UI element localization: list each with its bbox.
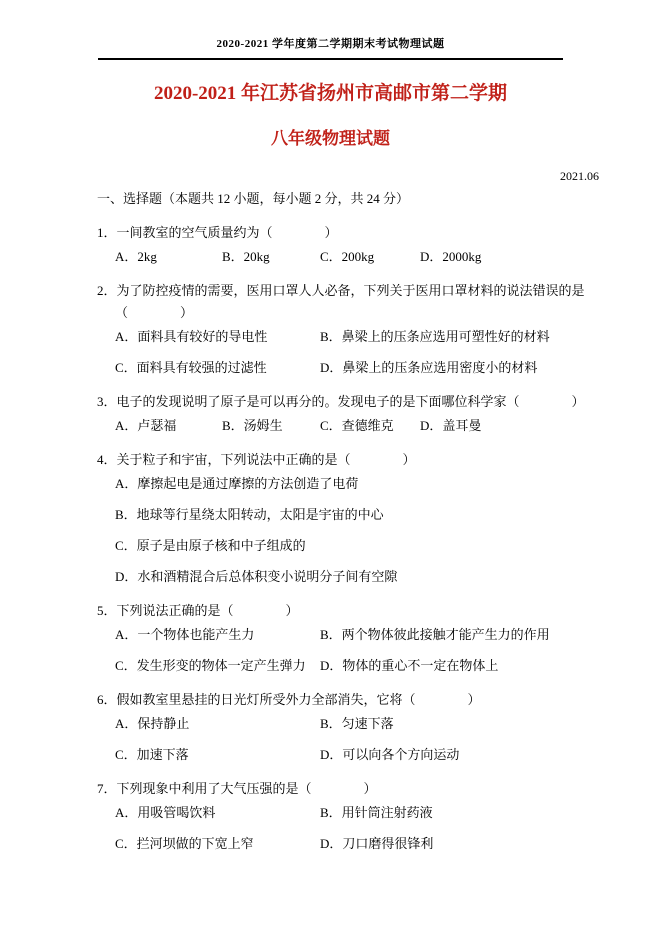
question-7-options-row-1	[97, 802, 573, 824]
question-4-option-a: A．摩擦起电是通过摩擦的方法创造了电荷	[115, 476, 359, 491]
question-5-text: 5．下列说法正确的是（ ）	[97, 603, 299, 618]
question-4-option-b: B．地球等行星绕太阳转动，太阳是宇宙的中心	[115, 507, 384, 522]
question-2-options-row-2	[97, 357, 573, 379]
question-2-option-b: B．鼻梁上的压条应选用可塑性好的材料	[320, 329, 550, 344]
question-7	[97, 778, 573, 855]
header-rule	[98, 58, 563, 60]
question-4-option-row-d	[97, 566, 573, 588]
question-5-option-c: C．发生形变的物体一定产生弹力	[115, 658, 306, 673]
question-1-option-a: A．2kg	[115, 249, 157, 264]
question-2-text: 2．为了防控疫情的需要，医用口罩人人必备，下列关于医用口罩材料的说法错误的是	[97, 283, 585, 298]
question-7-option-d: D．刀口磨得很锋利	[320, 836, 434, 851]
question-5-option-d: D．物体的重心不一定在物体上	[320, 658, 499, 673]
question-1	[97, 222, 573, 268]
question-3-option-c: C．查德维克	[320, 418, 394, 433]
question-5	[97, 600, 573, 677]
question-2-options-row-1	[97, 326, 573, 348]
question-2-option-a: A．面料具有较好的导电性	[115, 329, 268, 344]
question-7-option-c: C．拦河坝做的下宽上窄	[115, 836, 254, 851]
question-6-option-a: A．保持静止	[115, 716, 190, 731]
question-4-option-row-a	[97, 473, 573, 495]
question-3	[97, 391, 585, 437]
question-5-options-row-2	[97, 655, 573, 677]
question-1-option-b: B．20kg	[222, 249, 270, 264]
question-6	[97, 689, 573, 766]
question-5-option-b: B．两个物体彼此接触才能产生力的作用	[320, 627, 550, 642]
question-4-option-c: C．原子是由原子核和中子组成的	[115, 538, 306, 553]
question-1-text: 1．一间教室的空气质量约为（ ）	[97, 225, 338, 240]
question-3-options-row	[97, 415, 573, 437]
section-heading: 一、选择题（本题共 12 小题，每小题 2 分，共 24 分）	[97, 191, 410, 206]
exam-content	[97, 188, 585, 855]
question-3-option-a: A．卢瑟福	[115, 418, 177, 433]
question-6-text: 6．假如教室里悬挂的日光灯所受外力全部消失，它将（ ）	[97, 692, 481, 707]
question-2-option-c: C．面料具有较强的过滤性	[115, 360, 267, 375]
question-5-options-row-1	[97, 624, 573, 646]
question-7-options-row-2	[97, 833, 573, 855]
exam-date: 2021.06	[560, 169, 599, 183]
running-header: 2020-2021 学年度第二学期期末考试物理试题	[216, 38, 445, 50]
question-7-option-a: A．用吸管喝饮料	[115, 805, 216, 820]
question-6-option-d: D．可以向各个方向运动	[320, 747, 460, 762]
question-4-text: 4．关于粒子和宇宙，下列说法中正确的是（ ）	[97, 452, 416, 467]
question-1-options-row	[97, 246, 573, 268]
question-4-option-row-c	[97, 535, 573, 557]
question-2-option-d: D．鼻梁上的压条应选用密度小的材料	[320, 360, 538, 375]
question-1-option-c: C．200kg	[320, 249, 375, 264]
question-7-option-b: B．用针筒注射药液	[320, 805, 433, 820]
question-6-options-row-1	[97, 713, 573, 735]
question-5-option-a: A．一个物体也能产生力	[115, 627, 255, 642]
question-4-option-d: D．水和酒精混合后总体积变小说明分子间有空隙	[115, 569, 398, 584]
exam-title: 2020-2021 年江苏省扬州市高邮市第二学期	[153, 83, 508, 104]
question-7-text: 7．下列现象中利用了大气压强的是（ ）	[97, 781, 377, 796]
question-3-text: 3．电子的发现说明了原子是可以再分的。发现电子的是下面哪位科学家（ ）	[97, 394, 585, 409]
question-2-text-continued: （ ）	[115, 305, 194, 320]
question-3-option-b: B．汤姆生	[222, 418, 283, 433]
question-1-option-d: D．2000kg	[420, 249, 482, 264]
question-6-options-row-2	[97, 744, 573, 766]
question-4-option-row-b	[97, 504, 573, 526]
question-6-option-b: B．匀速下落	[320, 716, 394, 731]
question-2	[97, 280, 585, 379]
question-6-option-c: C．加速下落	[115, 747, 189, 762]
question-3-option-d: D．盖耳曼	[420, 418, 482, 433]
exam-subtitle: 八年级物理试题	[271, 129, 390, 148]
question-4	[97, 449, 573, 588]
